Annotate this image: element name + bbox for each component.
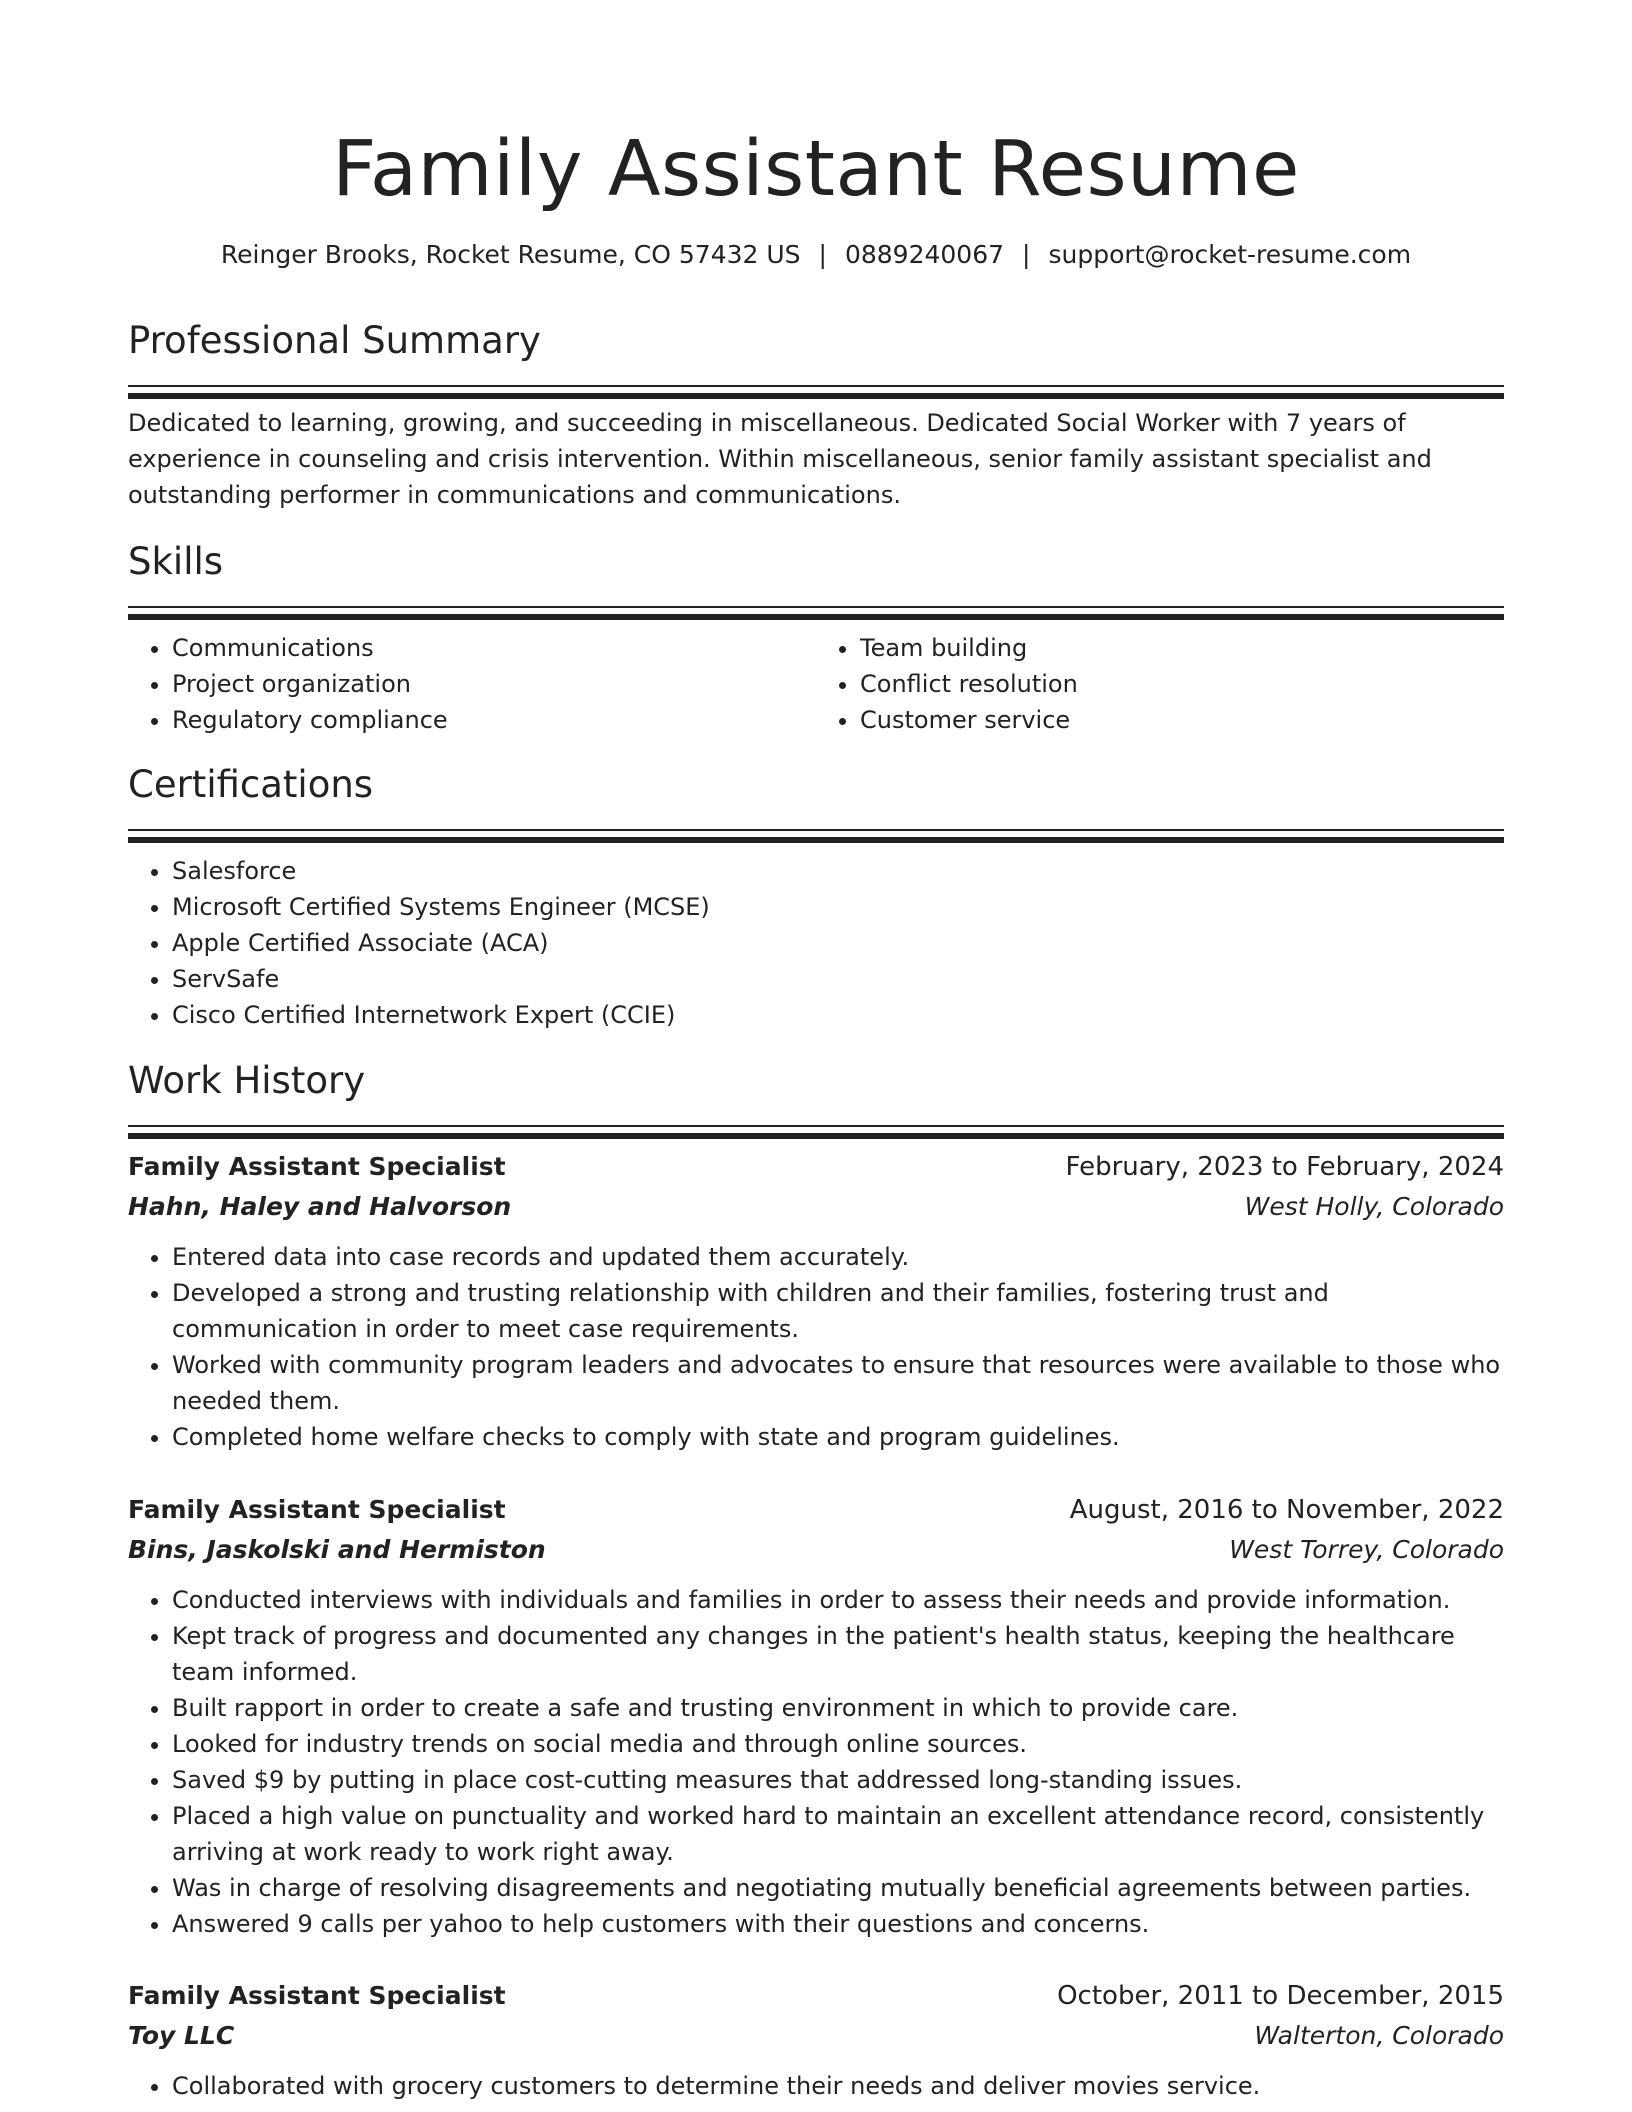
job-bullet: • Worked with community program leaders and advocates to ensure that resources were available to those who needed them. xyxy=(172,1347,1504,1419)
summary-heading: Professional Summary xyxy=(128,319,541,362)
contact-address: Reinger Brooks, Rocket Resume, CO 57432 US xyxy=(220,240,801,269)
job-company: Toy LLC xyxy=(128,2021,235,2050)
summary-text: Dedicated to learning, growing, and succeeding in miscellaneous. Dedicated Social Worker with 7 years of experience in counseling and crisis intervention. Within miscellaneous, senior family assistant specialist and outstanding performer in communications and communications. xyxy=(128,409,1432,509)
section-divider xyxy=(128,385,1504,387)
certification-item: • Apple Certified Associate (ACA) xyxy=(172,925,1504,961)
job-company: Hahn, Haley and Halvorson xyxy=(128,1192,512,1221)
job-entry xyxy=(128,1147,1504,1455)
certification-item: • Salesforce xyxy=(172,853,1504,889)
job-entry xyxy=(128,1490,1504,1942)
skill-item: • Project organization xyxy=(172,666,816,702)
job-bullet: • Kept track of progress and documented any changes in the patient's health status, keeping the healthcare team informed. xyxy=(172,1618,1504,1690)
skill-item: • Conflict resolution xyxy=(860,666,1504,702)
contact-separator: | xyxy=(818,240,827,269)
job-dates: October, 2011 to December, 2015 xyxy=(1057,1981,1504,2011)
job-bullet: • Developed a strong and trusting relationship with children and their families, fostering trust and communication in order to meet case requirements. xyxy=(172,1275,1504,1347)
contact-separator: | xyxy=(1022,240,1031,269)
certifications-list xyxy=(128,853,1504,1033)
certification-item: • ServSafe xyxy=(172,961,1504,997)
job-location: West Torrey, Colorado xyxy=(1229,1535,1504,1564)
job-title: Family Assistant Specialist xyxy=(128,1981,506,2010)
job-bullet: • Was in charge of resolving disagreements and negotiating mutually beneficial agreements between parties. xyxy=(172,1870,1504,1906)
skills-list xyxy=(128,630,1504,738)
certifications-heading: Certifications xyxy=(128,763,374,806)
job-bullet: • Looked for industry trends on social media and through online sources. xyxy=(172,1726,1504,1762)
work-heading: Work History xyxy=(128,1059,366,1102)
contact-line xyxy=(128,237,1504,273)
contact-email: support@rocket-resume.com xyxy=(1048,240,1412,269)
job-title: Family Assistant Specialist xyxy=(128,1495,506,1524)
job-bullet: • Collaborated with grocery customers to determine their needs and deliver movies service. xyxy=(172,2068,1504,2104)
work-section-header xyxy=(128,1056,1504,1139)
job-location: Walterton, Colorado xyxy=(1254,2021,1504,2050)
certification-item: • Cisco Certified Internetwork Expert (CCIE) xyxy=(172,997,1504,1033)
section-divider xyxy=(128,606,1504,608)
job-bullet: • Completed home welfare checks to comply with state and program guidelines. xyxy=(172,1419,1504,1455)
resume-title: Family Assistant Resume xyxy=(332,125,1300,214)
job-dates: February, 2023 to February, 2024 xyxy=(1065,1152,1504,1182)
section-divider xyxy=(128,393,1504,399)
skill-item: • Communications xyxy=(172,630,816,666)
job-company: Bins, Jaskolski and Hermiston xyxy=(128,1535,546,1564)
skill-item: • Team building xyxy=(860,630,1504,666)
certifications-section-header xyxy=(128,760,1504,843)
section-divider xyxy=(128,1125,1504,1127)
job-bullet: • Conducted interviews with individuals and families in order to assess their needs and provide information. xyxy=(172,1582,1504,1618)
skill-item: • Regulatory compliance xyxy=(172,702,816,738)
job-bullet: • Placed a high value on punctuality and worked hard to maintain an excellent attendance record, consistently arriving at work ready to work right away. xyxy=(172,1798,1504,1870)
section-divider xyxy=(128,829,1504,831)
section-divider xyxy=(128,837,1504,843)
skill-item: • Customer service xyxy=(860,702,1504,738)
skills-column-left xyxy=(128,630,816,738)
job-bullet: • Built rapport in order to create a safe and trusting environment in which to provide care. xyxy=(172,1690,1504,1726)
section-divider xyxy=(128,614,1504,620)
skills-heading: Skills xyxy=(128,540,224,583)
summary-section-header xyxy=(128,316,1504,399)
skills-section-header xyxy=(128,537,1504,620)
job-bullet: • Answered 9 calls per yahoo to help customers with their questions and concerns. xyxy=(172,1906,1504,1942)
job-dates: August, 2016 to November, 2022 xyxy=(1069,1495,1504,1525)
job-title: Family Assistant Specialist xyxy=(128,1152,506,1181)
certification-item: • Microsoft Certified Systems Engineer (MCSE) xyxy=(172,889,1504,925)
contact-phone: 0889240067 xyxy=(844,240,1005,269)
job-bullet: • Entered data into case records and updated them accurately. xyxy=(172,1239,1504,1275)
job-bullet: • Saved $9 by putting in place cost-cutting measures that addressed long-standing issues. xyxy=(172,1762,1504,1798)
skills-column-right xyxy=(816,630,1504,738)
job-entry xyxy=(128,1976,1504,2104)
job-location: West Holly, Colorado xyxy=(1244,1192,1504,1221)
section-divider xyxy=(128,1133,1504,1139)
